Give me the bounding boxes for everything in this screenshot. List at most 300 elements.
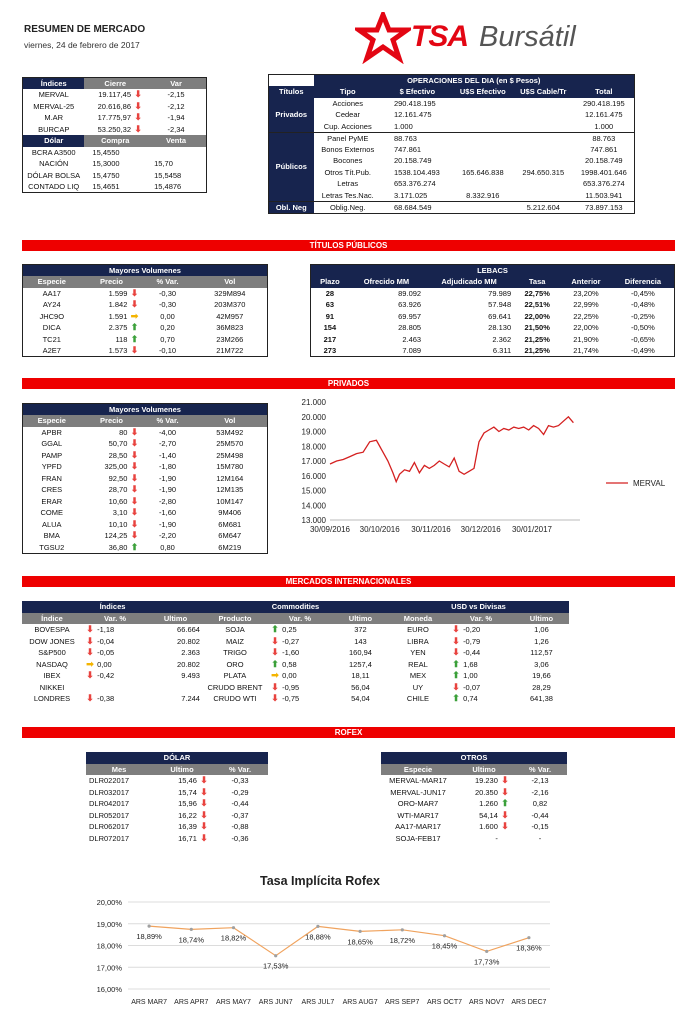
ultimo: 1,06: [534, 625, 549, 635]
dolar-header-row: [23, 135, 207, 147]
arrow-down-icon: ⬇: [501, 821, 509, 832]
vol-value: 36M823: [216, 323, 244, 333]
col-header: Precio: [100, 277, 123, 287]
efectivo: 747.861: [393, 144, 422, 154]
mes: DLR032017: [89, 787, 130, 797]
ultimo: 641,38: [530, 694, 553, 704]
vol-value: 6M219: [218, 542, 242, 552]
col-header: Ultimo: [170, 764, 194, 774]
sell-value: 15,4876: [154, 182, 182, 191]
chart-title: Tasa Implícita Rofex: [260, 874, 380, 888]
usd-cable: 5.212.604: [513, 201, 574, 213]
precio-value: 92,50: [108, 473, 128, 483]
especie: COME: [40, 508, 63, 518]
var-cell: [448, 670, 514, 682]
moneda: UY: [412, 682, 424, 692]
precio-cell: [81, 438, 143, 450]
col-header: Índice: [41, 613, 63, 623]
table-row: [23, 484, 268, 496]
col-header: Índices: [23, 78, 85, 90]
precio-value: 2.375: [108, 323, 128, 333]
table-row: [269, 98, 635, 110]
var-value: 0,25: [282, 625, 297, 635]
especie: SOJA-FEB17: [395, 833, 441, 843]
operaciones-table: [268, 74, 635, 214]
arrow-down-icon: ⬇: [130, 438, 139, 449]
buy-value: 15,4550: [92, 147, 120, 157]
table-row: [86, 787, 268, 799]
data-label: 18,36%: [516, 943, 542, 953]
y-tick-label: 21.000: [301, 398, 326, 407]
ultimo-value: 15,96: [178, 799, 197, 809]
tsa-logo-icon: [355, 12, 411, 64]
precio-value: 325,00: [104, 462, 128, 472]
arrow-down-icon: ⬇: [452, 647, 460, 658]
table-row: [23, 496, 268, 508]
table-row: [269, 132, 635, 144]
diferencia: -0,45%: [630, 288, 655, 298]
usd-cable: [513, 98, 574, 110]
var-value: -1,60: [282, 648, 300, 658]
precio-cell: [81, 473, 143, 485]
x-tick-label: ARS OCT7: [426, 999, 463, 1006]
arrow-down-icon: ⬇: [271, 635, 279, 646]
var-value: -2,16: [531, 787, 549, 797]
ultimo-value: 16,71: [178, 833, 197, 843]
ultimo-cell: [152, 775, 212, 787]
table-row: [22, 624, 569, 636]
var-value: -0,05: [97, 648, 115, 658]
y-tick-label: 16.000: [301, 471, 326, 481]
mayores-publicos-table: [22, 264, 268, 357]
var-value: 0,00: [97, 659, 112, 669]
arrow-down-icon: ⬇: [130, 449, 139, 460]
tasa: 21,25%: [524, 346, 550, 355]
ofrecido: 7.089: [402, 346, 422, 355]
vol-value: 10M147: [216, 496, 244, 506]
var-value: -0,20: [463, 625, 481, 635]
total: 747.861: [590, 144, 618, 154]
var-value: -0,29: [231, 787, 249, 797]
col-header: Ultimo: [529, 613, 554, 623]
table-row: [23, 345, 268, 357]
var-cell: [82, 659, 148, 671]
arrow-down-icon: ⬇: [452, 635, 460, 646]
buy-value: 15,3000: [92, 159, 120, 169]
ultimo-value: 15,46: [178, 776, 197, 786]
vol-value: 53M492: [216, 427, 244, 437]
var-cell: [267, 693, 333, 705]
y-tick-label: 17,00%: [96, 963, 122, 973]
var-value: -1,90: [158, 485, 177, 495]
diferencia: -0,49%: [630, 346, 655, 355]
ofrecido: 28.805: [398, 323, 422, 333]
ultimo: 7.244: [181, 694, 200, 704]
table-row: [86, 810, 268, 822]
precio-cell: [81, 427, 143, 439]
table-title: Mayores Volumenes: [23, 265, 268, 277]
tasa: 22,51%: [524, 300, 550, 310]
close-cell: [84, 89, 146, 101]
arrow-down-icon: ⬇: [200, 809, 208, 820]
tipo: Bonos Externos: [321, 144, 375, 154]
col-header: Anterior: [571, 277, 601, 287]
anterior: 21,90%: [573, 334, 599, 344]
x-tick-label: ARS MAR7: [131, 999, 167, 1006]
var-value: -0,37: [231, 810, 249, 820]
precio-cell: [81, 542, 143, 554]
merval-line-chart: [288, 392, 683, 542]
usd-efectivo: [453, 109, 513, 121]
var-value: -2,34: [167, 124, 185, 134]
arrow-down-icon: ⬇: [130, 530, 139, 541]
tasa: 22,75%: [524, 288, 550, 298]
x-tick-label: ARS JUL7: [301, 999, 335, 1006]
plazo: 91: [325, 311, 335, 321]
index-name: BURCAP: [38, 124, 70, 134]
close-cell: [84, 124, 146, 136]
especie: APBR: [41, 427, 62, 437]
ultimo: 19,66: [532, 671, 551, 681]
diferencia: -0,50%: [630, 323, 655, 333]
usd-cable: [513, 109, 574, 121]
usd-cable: [513, 178, 574, 190]
var-value: -0,33: [231, 776, 249, 786]
especie: TGSU2: [39, 542, 65, 552]
vol-value: 21M722: [216, 346, 244, 355]
arrow-down-icon: ⬇: [130, 345, 139, 355]
table-row: [23, 427, 268, 439]
y-tick-label: 13.000: [301, 516, 326, 525]
table-row: [22, 693, 569, 705]
ultimo-cell: [455, 821, 513, 833]
adjudicado: 2.362: [492, 334, 512, 344]
usd-efectivo: [453, 201, 513, 213]
anterior: 22,00%: [573, 323, 599, 333]
data-label: 18,74%: [178, 935, 205, 945]
table-row: [23, 89, 207, 101]
arrow-down-icon: ⬇: [134, 89, 142, 100]
lebacs-table: [310, 264, 675, 357]
producto: CRUDO BRENT: [207, 682, 263, 692]
col-header: Mes: [111, 764, 127, 774]
ofrecido: 63.926: [398, 300, 422, 310]
var-cell: [448, 693, 514, 705]
table-row: [311, 334, 675, 346]
data-point: [232, 926, 235, 929]
var-cell: [448, 682, 514, 694]
moneda: LIBRA: [407, 636, 429, 646]
ultimo-value: 1.600: [479, 822, 498, 832]
ultimo-value: 16,39: [178, 822, 197, 832]
indices-header-row: [23, 78, 207, 90]
arrow-down-icon: ⬇: [200, 786, 208, 797]
arrow-right-icon: ➡: [130, 310, 139, 321]
usd-cable: [513, 132, 574, 144]
arrow-down-icon: ⬇: [134, 123, 142, 134]
dolar-name: CONTADO LIQ: [28, 182, 80, 191]
precio-value: 124,25: [104, 531, 128, 541]
total: 1.000: [594, 121, 614, 131]
index-name: IBEX: [43, 671, 61, 681]
x-tick-label: 30/09/2016: [309, 525, 351, 534]
table-row: [381, 798, 567, 810]
ultimo: 54,04: [351, 694, 370, 704]
data-point: [443, 934, 446, 937]
tipo: Otros Tít.Pub.: [324, 167, 371, 177]
precio-value: 1.573: [108, 346, 128, 355]
tasa-implicita-chart: [80, 866, 560, 1022]
anterior: 21,74%: [573, 346, 599, 355]
table-row: [22, 659, 569, 671]
arrow-down-icon: ⬇: [200, 832, 208, 843]
y-tick-label: 18,00%: [96, 941, 122, 951]
ultimo: 9.493: [181, 671, 200, 681]
var-value: -1,40: [158, 450, 177, 460]
especie: MERVAL-MAR17: [389, 776, 447, 786]
total: 653.376.274: [582, 179, 625, 189]
arrow-down-icon: ⬇: [501, 809, 509, 820]
especie: BMA: [43, 531, 60, 541]
var-value: -0,30: [158, 300, 177, 310]
arrow-down-icon: ⬇: [130, 299, 139, 310]
var-value: -0,36: [231, 833, 249, 843]
especie: AA17-MAR17: [395, 822, 441, 832]
col-header: Moneda: [403, 613, 433, 623]
sell-value: [146, 147, 206, 159]
arrow-down-icon: ⬇: [134, 112, 142, 123]
var-cell: [82, 682, 148, 694]
arrow-down-icon: ⬇: [501, 786, 509, 797]
ultimo-value: 20.350: [474, 787, 498, 797]
arrow-up-icon: ⬆: [452, 693, 460, 704]
total: 12.161.475: [585, 110, 623, 120]
data-label: 17,53%: [262, 961, 289, 971]
group-label: Obl. Neg: [269, 201, 314, 213]
vol-value: 203M370: [214, 300, 246, 310]
y-tick-label: 14.000: [301, 501, 326, 511]
especie: FRAN: [41, 473, 62, 483]
tasa: 21,50%: [524, 323, 550, 333]
table-row: [269, 109, 635, 121]
data-label: 18,45%: [431, 941, 458, 951]
ultimo-cell: [455, 810, 513, 822]
vol-value: 23M266: [216, 334, 244, 344]
x-tick-label: ARS JUN7: [258, 999, 293, 1006]
precio-cell: [81, 288, 143, 300]
y-tick-label: 20,00%: [96, 898, 122, 907]
usd-cable: [513, 190, 574, 202]
mayores-privados-table: [22, 403, 268, 554]
var-cell: [448, 647, 514, 659]
usd-efectivo: [453, 98, 513, 110]
especie: TC21: [42, 334, 61, 344]
tipo: Letras Tes.Nac.: [321, 190, 374, 200]
col-header: Especie: [37, 277, 66, 287]
table-row: [23, 438, 268, 450]
precio-cell: [81, 507, 143, 519]
usd-cable: 294.650.315: [522, 167, 565, 177]
arrow-down-icon: ⬇: [86, 635, 94, 646]
arrow-down-icon: ⬇: [271, 681, 279, 692]
data-point: [190, 928, 193, 931]
ultimo-cell: [152, 821, 212, 833]
precio-cell: [81, 345, 143, 357]
y-tick-label: 20.000: [301, 412, 326, 422]
var-cell: [448, 624, 514, 636]
y-tick-label: 18.000: [301, 442, 326, 452]
efectivo: 20.158.749: [393, 156, 432, 166]
col-header: Var. %: [469, 613, 493, 623]
table-row: [269, 144, 635, 156]
table-row: [311, 322, 675, 334]
usd-efectivo: [453, 155, 513, 167]
ultimo: 20.802: [177, 659, 200, 669]
data-label: 18,88%: [305, 932, 331, 942]
col-header: Especie: [37, 416, 66, 426]
buy-value: 15,4750: [92, 170, 120, 180]
mercados-int-table: [22, 601, 569, 705]
table-row: [381, 833, 567, 845]
especie: GGAL: [41, 439, 63, 449]
table-row: [269, 201, 635, 213]
mes: DLR072017: [89, 833, 130, 843]
tasa: 21,25%: [524, 334, 550, 344]
diferencia: -0,25%: [630, 311, 655, 321]
col-header: Plazo: [320, 277, 340, 287]
arrow-up-icon: ⬆: [501, 798, 509, 809]
efectivo: 1538.104.493: [393, 167, 440, 177]
dolar-name: BCRA A3500: [31, 147, 76, 157]
ultimo-cell: [455, 798, 513, 810]
var-value: -0,44: [231, 799, 249, 809]
vol-value: 25M498: [216, 450, 244, 460]
arrow-up-icon: ⬆: [271, 624, 279, 635]
total: 88.763: [574, 132, 635, 144]
efectivo: 290.418.195: [393, 98, 436, 108]
arrow-down-icon: ⬇: [130, 484, 139, 495]
especie: AA17: [42, 288, 61, 298]
precio-value: 28,70: [108, 485, 128, 495]
table-row: [311, 345, 675, 357]
x-tick-label: ARS NOV7: [468, 999, 505, 1006]
adjudicado: 69.641: [488, 311, 512, 321]
var-value: 1,68: [463, 659, 478, 669]
data-label: 18,65%: [347, 937, 373, 947]
var-value: 1,00: [463, 671, 478, 681]
table-row: [23, 101, 207, 113]
ultimo: 143: [354, 636, 367, 646]
table-row: [22, 647, 569, 659]
table-row: [23, 461, 268, 473]
precio-value: 36,80: [108, 542, 128, 552]
vol-value: 25M570: [216, 439, 244, 449]
moneda: YEN: [410, 648, 426, 658]
arrow-down-icon: ⬇: [130, 472, 139, 483]
col-header: Diferencia: [624, 277, 662, 287]
data-point: [359, 930, 362, 933]
ultimo-cell: [455, 833, 513, 845]
usd-cable: [513, 121, 574, 133]
vol-value: 6M647: [218, 531, 242, 541]
vol-value: 12M135: [216, 485, 244, 495]
col-header: Venta: [146, 135, 206, 147]
close-cell: [84, 101, 146, 113]
table-row: [23, 288, 268, 300]
ultimo-cell: [152, 810, 212, 822]
precio-value: 1.591: [108, 311, 128, 321]
precio-cell: [81, 450, 143, 462]
data-label: 18,72%: [389, 935, 416, 945]
arrow-right-icon: ➡: [86, 658, 94, 669]
table-title: LEBACS: [311, 265, 675, 277]
x-tick-label: 30/11/2016: [411, 525, 451, 534]
usd-cable: [513, 155, 574, 167]
precio-cell: [81, 334, 143, 346]
usd-efectivo: [453, 132, 513, 144]
mes: DLR062017: [89, 822, 130, 832]
table-row: [381, 787, 567, 799]
y-tick-label: 19.000: [301, 427, 326, 437]
tipo: Cup. Acciones: [323, 121, 372, 131]
data-label: 18,82%: [220, 933, 247, 943]
mes: DLR042017: [89, 799, 130, 809]
precio-value: 50,70: [108, 439, 128, 449]
section-mercados-internacionales: MERCADOS INTERNACIONALES: [22, 576, 675, 587]
var-value: -0,44: [463, 648, 481, 658]
precio-value: 1.599: [108, 288, 128, 298]
company-logo: [355, 12, 595, 64]
arrow-down-icon: ⬇: [271, 693, 279, 704]
table-row: [311, 288, 675, 300]
index-name: LONDRES: [33, 694, 71, 704]
moneda: EURO: [407, 625, 429, 635]
section-titulos-publicos: TÍTULOS PÚBLICOS: [22, 240, 675, 251]
precio-cell: [81, 311, 143, 323]
arrow-down-icon: ⬇: [130, 507, 139, 518]
anterior: 22,25%: [573, 311, 599, 321]
var-value: -2,80: [158, 496, 177, 506]
var-value: 0,74: [463, 694, 478, 704]
group-label: Públicos: [269, 132, 314, 201]
table-row: [311, 299, 675, 311]
var-cell: [448, 636, 514, 648]
table-row: [311, 311, 675, 323]
arrow-up-icon: ⬆: [452, 658, 460, 669]
especie: ERAR: [41, 496, 63, 506]
section-rofex: ROFEX: [22, 727, 675, 738]
buy-value: 15,4651: [92, 182, 120, 191]
x-tick-label: ARS AUG7: [342, 999, 378, 1006]
table-row: [23, 112, 207, 124]
anterior: 22,99%: [573, 300, 599, 310]
sell-value: 15,5458: [154, 170, 182, 180]
precio-cell: [81, 484, 143, 496]
total: 20.158.749: [585, 156, 623, 166]
tasa-series-line: [149, 926, 529, 956]
col-header: Var. %: [288, 613, 312, 623]
close-value: 53.250,32: [97, 124, 132, 134]
producto: PLATA: [223, 671, 247, 681]
table-row: [381, 810, 567, 822]
table-row: [381, 775, 567, 787]
arrow-down-icon: ⬇: [452, 681, 460, 692]
index-name: S&P500: [38, 648, 66, 658]
col-header: Total: [574, 86, 635, 98]
col-header: Ultimo: [348, 613, 373, 623]
table-row: [269, 167, 635, 179]
arrow-down-icon: ⬇: [200, 821, 208, 832]
